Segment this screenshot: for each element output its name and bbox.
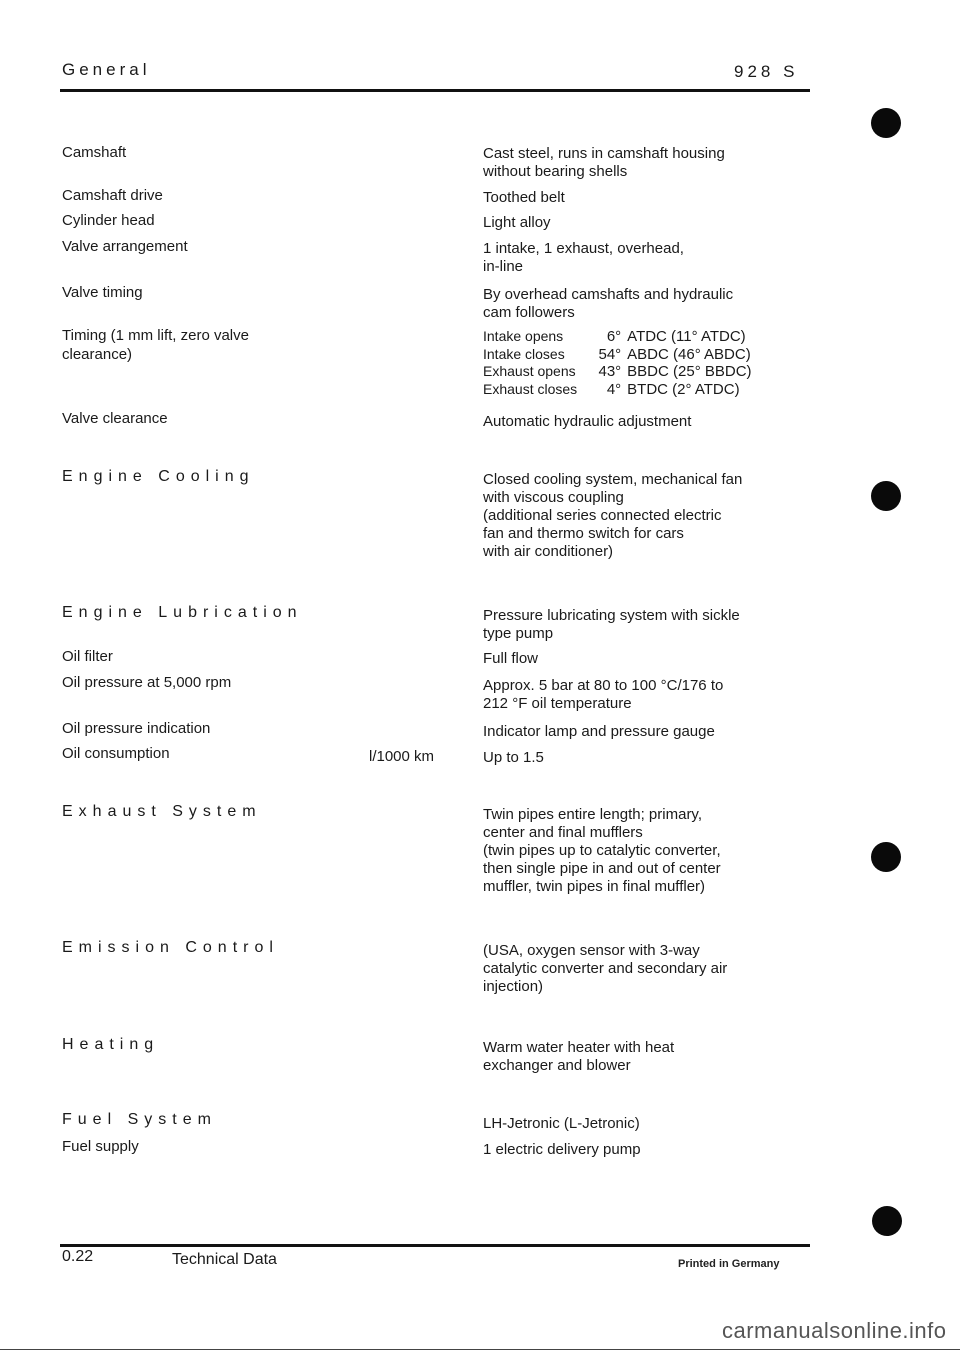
value-cylinder-head: Light alloy [483, 214, 551, 231]
value-camshaft-drive: Toothed belt [483, 189, 565, 206]
binder-hole [872, 1206, 902, 1236]
footer-title: Technical Data [172, 1251, 277, 1268]
valve-timing-table [483, 328, 752, 398]
value-valve-timing: By overhead camshafts and hydraulic cam followers [483, 286, 734, 321]
label-oil-consumption: Oil consumption [62, 745, 170, 762]
timing-reference: BTDC (2° ATDC) [627, 380, 740, 398]
label-oil-filter: Oil filter [62, 648, 113, 665]
label-valve-arrangement: Valve arrangement [62, 238, 188, 255]
binder-hole [871, 481, 901, 511]
binder-hole [871, 842, 901, 872]
label-oil-pressure: Oil pressure at 5,000 rpm [62, 674, 232, 691]
timing-reference: ABDC (46° ABDC) [627, 345, 751, 363]
label-oil-pressure-indication: Oil pressure indication [62, 720, 211, 737]
header-rule [60, 89, 810, 92]
timing-row [483, 328, 752, 346]
value-valve-arrangement: 1 intake, 1 exhaust, overhead, in-line [483, 240, 684, 275]
page-number: 0.22 [62, 1248, 94, 1265]
value-fuel-supply: 1 electric delivery pump [483, 1141, 641, 1158]
timing-event: Exhaust opens [483, 363, 576, 379]
timing-degrees: 6° [606, 328, 622, 345]
label-valve-clearance: Valve clearance [62, 410, 168, 427]
section-exhaust-system: Exhaust System [62, 803, 262, 820]
timing-event: Intake closes [483, 345, 565, 362]
value-engine-lubrication: Pressure lubricating system with sickle type pump [483, 607, 740, 642]
label-fuel-supply: Fuel supply [62, 1138, 139, 1155]
timing-reference: BBDC (25° BBDC) [627, 363, 752, 380]
value-fuel-system: LH-Jetronic (L-Jetronic) [483, 1115, 640, 1132]
label-camshaft-drive: Camshaft drive [62, 187, 163, 204]
value-exhaust-system: Twin pipes entire length; primary, center and final mufflers (twin pipes up to catalytic converter, then single pipe in and out of center muffler, twin pipes in final muffler) [483, 806, 721, 895]
footer-rule [60, 1244, 810, 1247]
value-valve-clearance: Automatic hydraulic adjustment [483, 413, 692, 430]
watermark: carmanualsonline.info [722, 1318, 947, 1343]
value-oil-consumption: Up to 1.5 [483, 749, 544, 766]
timing-degrees: 54° [598, 345, 622, 363]
timing-row [483, 346, 752, 364]
value-engine-cooling: Closed cooling system, mechanical fan with viscous coupling (additional series connected electric fan and thermo switch for cars with air conditioner) [483, 471, 743, 560]
label-valve-timing: Valve timing [62, 284, 143, 301]
timing-event: Intake opens [483, 328, 564, 344]
label-timing: Timing (1 mm lift, zero valve clearance) [62, 327, 249, 363]
label-cylinder-head: Cylinder head [62, 212, 155, 229]
timing-degrees: 4° [606, 380, 622, 398]
section-heating: Heating [62, 1036, 160, 1053]
section-fuel-system: Fuel System [62, 1111, 217, 1128]
value-camshaft: Cast steel, runs in camshaft housing without bearing shells [483, 145, 725, 180]
timing-row [483, 381, 752, 399]
section-engine-lubrication: Engine Lubrication [62, 604, 303, 621]
timing-degrees: 43° [598, 363, 622, 380]
timing-row [483, 363, 752, 381]
timing-reference: ATDC (11° ATDC) [627, 328, 746, 345]
page-bottom-line [0, 1349, 960, 1350]
value-oil-filter: Full flow [483, 650, 539, 667]
value-heating: Warm water heater with heat exchanger and blower [483, 1039, 675, 1074]
value-oil-pressure: Approx. 5 bar at 80 to 100 °C/176 to 212 °F oil temperature [483, 677, 724, 712]
section-emission-control: Emission Control [62, 939, 279, 956]
binder-hole [871, 108, 901, 138]
section-title: General [62, 60, 151, 79]
section-engine-cooling: Engine Cooling [62, 468, 255, 485]
timing-event: Exhaust closes [483, 380, 578, 397]
value-oil-pressure-indication: Indicator lamp and pressure gauge [483, 723, 715, 740]
label-camshaft: Camshaft [62, 144, 127, 161]
model-title: 928 S [734, 62, 799, 81]
value-emission-control: (USA, oxygen sensor with 3-way catalytic converter and secondary air injection) [483, 942, 728, 995]
oil-consumption-unit: l/1000 km [369, 748, 435, 765]
printed-note: Printed in Germany [678, 1258, 780, 1270]
